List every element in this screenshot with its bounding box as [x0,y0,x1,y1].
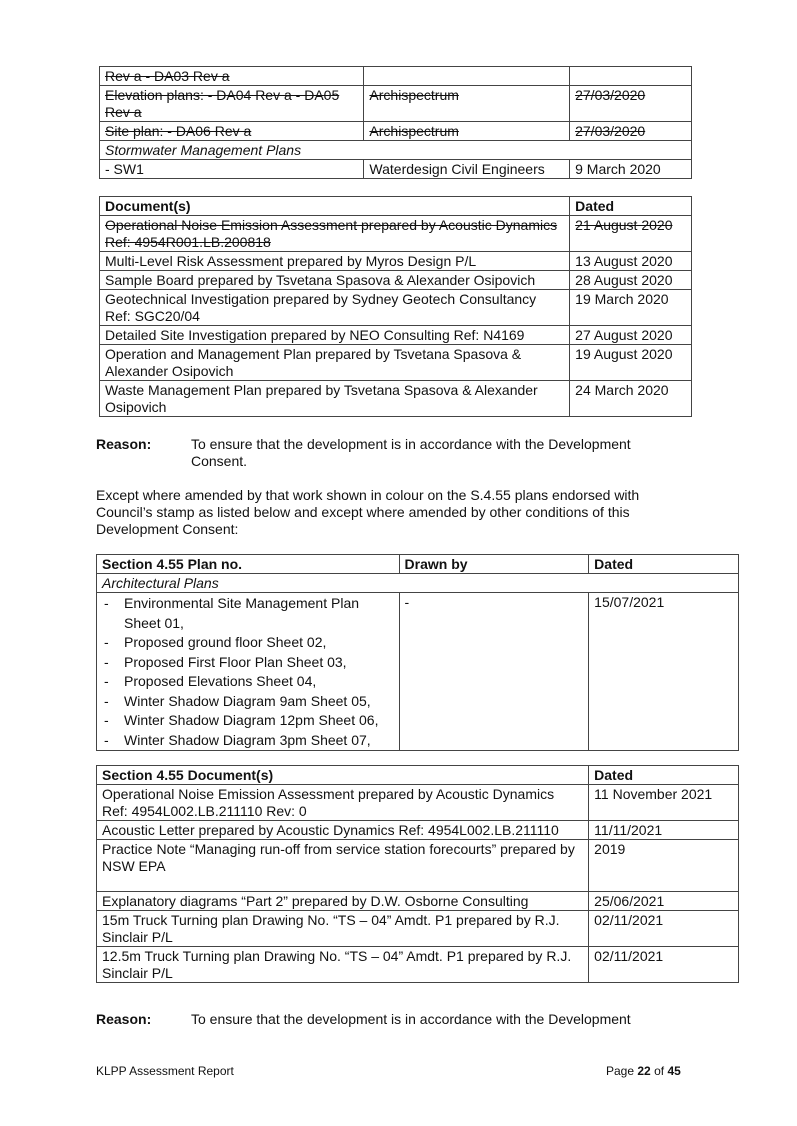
table-cell: 28 August 2020 [570,271,692,290]
table-cell: Rev a - DA03 Rev a [100,67,364,86]
table-cell: 15/07/2021 [589,593,739,751]
table-cell: 24 March 2020 [570,381,692,417]
footer-title: KLPP Assessment Report [96,1064,234,1078]
table-cell: 15m Truck Turning plan Drawing No. “TS – 04” Amdt. P1 prepared by R.J. Sinclair P/L [97,911,589,947]
table-row [97,892,739,911]
section-label: Stormwater Management Plans [100,141,692,160]
table-row [100,271,692,290]
reason-label: Reason: [96,1011,152,1027]
table-cell: Elevation plans: - DA04 Rev a - DA05 Rev a [100,86,364,122]
table-cell: Detailed Site Investigation prepared by NEO Consulting Ref: N4169 [100,326,570,345]
table-cell: Operational Noise Emission Assessment prepared by Acoustic Dynamics Ref: 4954L002.LB.211110 Rev: 0 [97,785,589,821]
table-cell: Operation and Management Plan prepared by Tsvetana Spasova & Alexander Osipovich [100,345,570,381]
section-455-plans-table [96,554,739,751]
table-row [100,122,692,141]
table-row [97,821,739,840]
table-cell: Sample Board prepared by Tsvetana Spasova & Alexander Osipovich [100,271,570,290]
table-cell: Practice Note “Managing run-off from service station forecourts” prepared by NSW EPA [97,840,589,892]
reason-block [96,436,696,476]
table-cell: Waterdesign Civil Engineers [364,160,570,179]
table-cell: Waste Management Plan prepared by Tsvetana Spasova & Alexander Osipovich [100,381,570,417]
list-item: - Environmental Site Management Plan Sheet 01, [102,594,394,633]
table-cell: 02/11/2021 [589,911,739,947]
table-row [97,574,739,593]
plans-table [99,66,692,179]
table-row [100,67,692,86]
table-header-row [97,555,739,574]
total-pages: 45 [667,1064,681,1078]
list-item: - Proposed ground floor Sheet 02, [102,633,394,653]
column-header: Section 4.55 Document(s) [97,766,589,785]
table-cell: 27/03/2020 [570,122,692,141]
table-row [100,290,692,326]
table-row [97,593,739,751]
table-cell: Archispectrum [364,122,570,141]
list-item: - Winter Shadow Diagram 12pm Sheet 06, [102,711,394,731]
table-cell: 19 March 2020 [570,290,692,326]
table-row [100,326,692,345]
section-455-documents-table [96,765,739,983]
table-cell: 13 August 2020 [570,252,692,271]
reason-block [96,1011,696,1031]
column-header: Section 4.55 Plan no. [97,555,400,574]
table-cell: Operational Noise Emission Assessment prepared by Acoustic Dynamics Ref: 4954R001.LB.200818 [100,216,570,252]
table-cell: - [399,593,589,751]
reason-text: To ensure that the development is in accordance with the Development Consent. [191,436,631,469]
table-cell: Acoustic Letter prepared by Acoustic Dynamics Ref: 4954L002.LB.211110 [97,821,589,840]
table-cell: 25/06/2021 [589,892,739,911]
plan-list [102,594,394,750]
list-item: - Winter Shadow Diagram 3pm Sheet 07, [102,731,394,751]
list-item: - Proposed First Floor Plan Sheet 03, [102,653,394,673]
table-cell: - SW1 [100,160,364,179]
table-cell: Archispectrum [364,86,570,122]
list-item: - Winter Shadow Diagram 9am Sheet 05, [102,692,394,712]
table-row [100,141,692,160]
table-cell [364,67,570,86]
table-cell: Geotechnical Investigation prepared by Sydney Geotech Consultancy Ref: SGC20/04 [100,290,570,326]
table-cell: 9 March 2020 [570,160,692,179]
page-number [606,1064,681,1078]
section-label: Architectural Plans [97,574,739,593]
table-cell: Multi-Level Risk Assessment prepared by Myros Design P/L [100,252,570,271]
table-cell: 2019 [589,840,739,892]
table-cell: 21 August 2020 [570,216,692,252]
table-cell: 27 August 2020 [570,326,692,345]
table-row [100,252,692,271]
table-cell [570,67,692,86]
page-label: Page [606,1064,635,1078]
table-row [100,160,692,179]
table-cell: 19 August 2020 [570,345,692,381]
table-header-row [97,766,739,785]
column-header: Dated [570,197,692,216]
column-header: Dated [589,766,739,785]
column-header: Document(s) [100,197,570,216]
table-row [100,345,692,381]
body-paragraph: Except where amended by that work shown in colour on the S.4.55 plans endorsed with Council’s stamp as listed below and except where amended by other conditions of this Development Consent: [96,487,640,537]
table-header-row [100,197,692,216]
table-row [100,381,692,417]
table-cell: 02/11/2021 [589,947,739,983]
table-row [97,947,739,983]
table-cell: 27/03/2020 [570,86,692,122]
table-cell: 11/11/2021 [589,821,739,840]
reason-text: To ensure that the development is in accordance with the Development [191,1011,631,1027]
table-row [100,86,692,122]
table-cell: Site plan: - DA06 Rev a [100,122,364,141]
column-header: Dated [589,555,739,574]
table-cell: 11 November 2021 [589,785,739,821]
table-row [100,216,692,252]
current-page: 22 [637,1064,651,1078]
page-of: of [654,1064,665,1078]
table-row [97,840,739,892]
table-cell: Explanatory diagrams “Part 2” prepared by D.W. Osborne Consulting [97,892,589,911]
documents-table [99,196,692,417]
table-cell [97,593,400,751]
table-row [97,785,739,821]
column-header: Drawn by [399,555,589,574]
table-row [97,911,739,947]
reason-label: Reason: [96,436,152,452]
list-item: - Proposed Elevations Sheet 04, [102,672,394,692]
table-cell: 12.5m Truck Turning plan Drawing No. “TS – 04” Amdt. P1 prepared by R.J. Sinclair P/L [97,947,589,983]
